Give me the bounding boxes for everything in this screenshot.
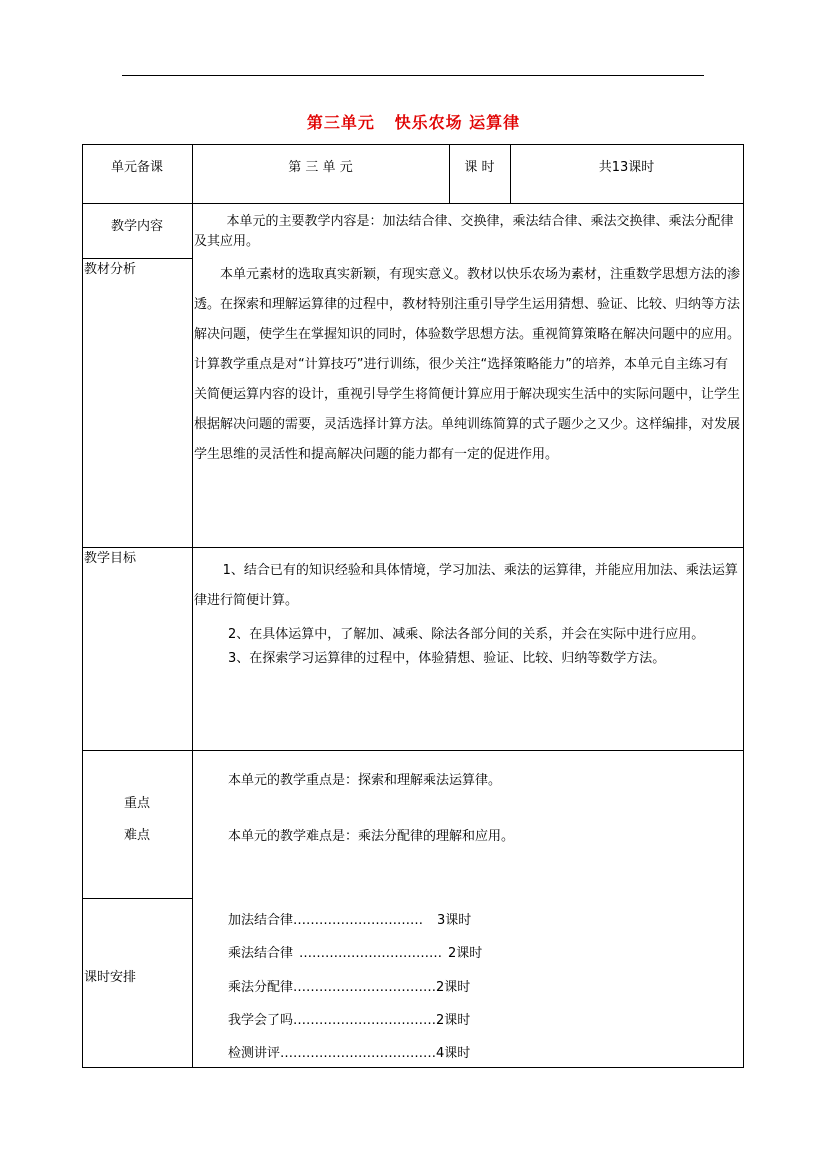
table-border-right bbox=[743, 144, 744, 1068]
analysis-label: 教材分析 bbox=[84, 262, 137, 277]
table-border-left bbox=[82, 144, 83, 1068]
content-text: 本单元的主要教学内容是：加法结合律、交换律，乘法结合律、乘法交换律、乘法分配律及其应用。 bbox=[194, 214, 734, 249]
title-unit: 第三单元 bbox=[306, 113, 375, 132]
period-label: 课 时 bbox=[464, 160, 495, 175]
schedule-item-name: 乘法分配律 bbox=[228, 980, 294, 995]
difficult-point-text: 本单元的教学难点是：乘法分配律的理解和应用。 bbox=[228, 829, 515, 844]
goal-item: 2、在具体运算中，了解加、减乘、除法各部分间的关系，并会在实际中进行应用。 bbox=[228, 627, 705, 642]
period-value: 共13课时 bbox=[598, 160, 655, 175]
key-label: 重点 bbox=[123, 796, 150, 811]
title-topic: 快乐农场 运算律 bbox=[394, 113, 521, 132]
row-divider bbox=[82, 898, 192, 899]
schedule-item-hours: 4课时 bbox=[436, 1046, 471, 1061]
table-border-top bbox=[82, 144, 744, 145]
schedule-item-hours: 3课时 bbox=[437, 913, 472, 928]
row-divider bbox=[82, 258, 192, 259]
row-divider bbox=[82, 203, 744, 204]
schedule-item-name: 我学会了吗 bbox=[228, 1013, 294, 1028]
schedule-item-dots: …………………………… bbox=[299, 946, 443, 961]
difficult-label: 难点 bbox=[123, 828, 150, 843]
schedule-item bbox=[228, 979, 470, 997]
schedule-item-name: 加法结合律 bbox=[228, 913, 294, 928]
column-divider bbox=[192, 144, 193, 1068]
document-title bbox=[0, 110, 827, 133]
goal-item: 3、在探索学习运算律的过程中，体验猜想、验证、比较、归纳等数学方法。 bbox=[228, 651, 666, 666]
key-point-text: 本单元的教学重点是：探索和理解乘法运算律。 bbox=[228, 773, 502, 788]
schedule-item bbox=[228, 1012, 470, 1030]
schedule-item-dots: ………………………… bbox=[293, 913, 424, 928]
schedule-item bbox=[228, 912, 471, 930]
schedule-item-hours: 2课时 bbox=[436, 1013, 471, 1028]
schedule-label: 课时安排 bbox=[84, 970, 137, 985]
schedule-item-hours: 2课时 bbox=[436, 980, 471, 995]
table-border-bottom bbox=[82, 1067, 744, 1068]
unit-name: 第 三 单 元 bbox=[288, 160, 353, 175]
schedule-item-name: 乘法结合律 bbox=[228, 946, 294, 961]
schedule-item bbox=[228, 1045, 470, 1063]
schedule-item-dots: …………………………… bbox=[293, 1013, 437, 1028]
schedule-item-dots: …………………………… bbox=[293, 980, 437, 995]
schedule-item-dots: ……………………………… bbox=[280, 1046, 437, 1061]
goals-label: 教学目标 bbox=[84, 551, 137, 566]
schedule-item-hours: 2课时 bbox=[448, 946, 483, 961]
schedule-item bbox=[228, 945, 482, 963]
row-divider bbox=[82, 750, 744, 751]
row-divider bbox=[82, 547, 744, 548]
header-rule bbox=[122, 75, 704, 76]
content-label: 教学内容 bbox=[110, 219, 163, 234]
goal-item: 1、结合已有的知识经验和具体情境，学习加法、乘法的运算律，并能应用加法、乘法运算律进行简便计算。 bbox=[194, 563, 738, 608]
analysis-text: 本单元素材的选取真实新颖，有现实意义。教材以快乐农场为素材，注重数学思想方法的渗透。在探索和理解运算律的过程中，教材特别注重引导学生运用猜想、验证、比较、归纳等方法解决问题，使学生在掌握知识的同时，体验数学思想方法。重视简算策略在解决问题中的应用。计算教学重点是对“计算技巧”进行训练，很少关注“选择策略能力”的培养，本单元自主练习有关简便运算内容的设计，重视引导学生将简便计算应用于解决现实生活中的实际问题中，让学生根据解决问题的需要，灵活选择计算方法。单纯训练简算的式子题少之又少。这样编排，对发展学生思维的灵活性和提高解决问题的能力都有一定的促进作用。 bbox=[194, 267, 741, 462]
schedule-item-name: 检测讲评 bbox=[228, 1046, 281, 1061]
header-label: 单元备课 bbox=[110, 160, 163, 175]
